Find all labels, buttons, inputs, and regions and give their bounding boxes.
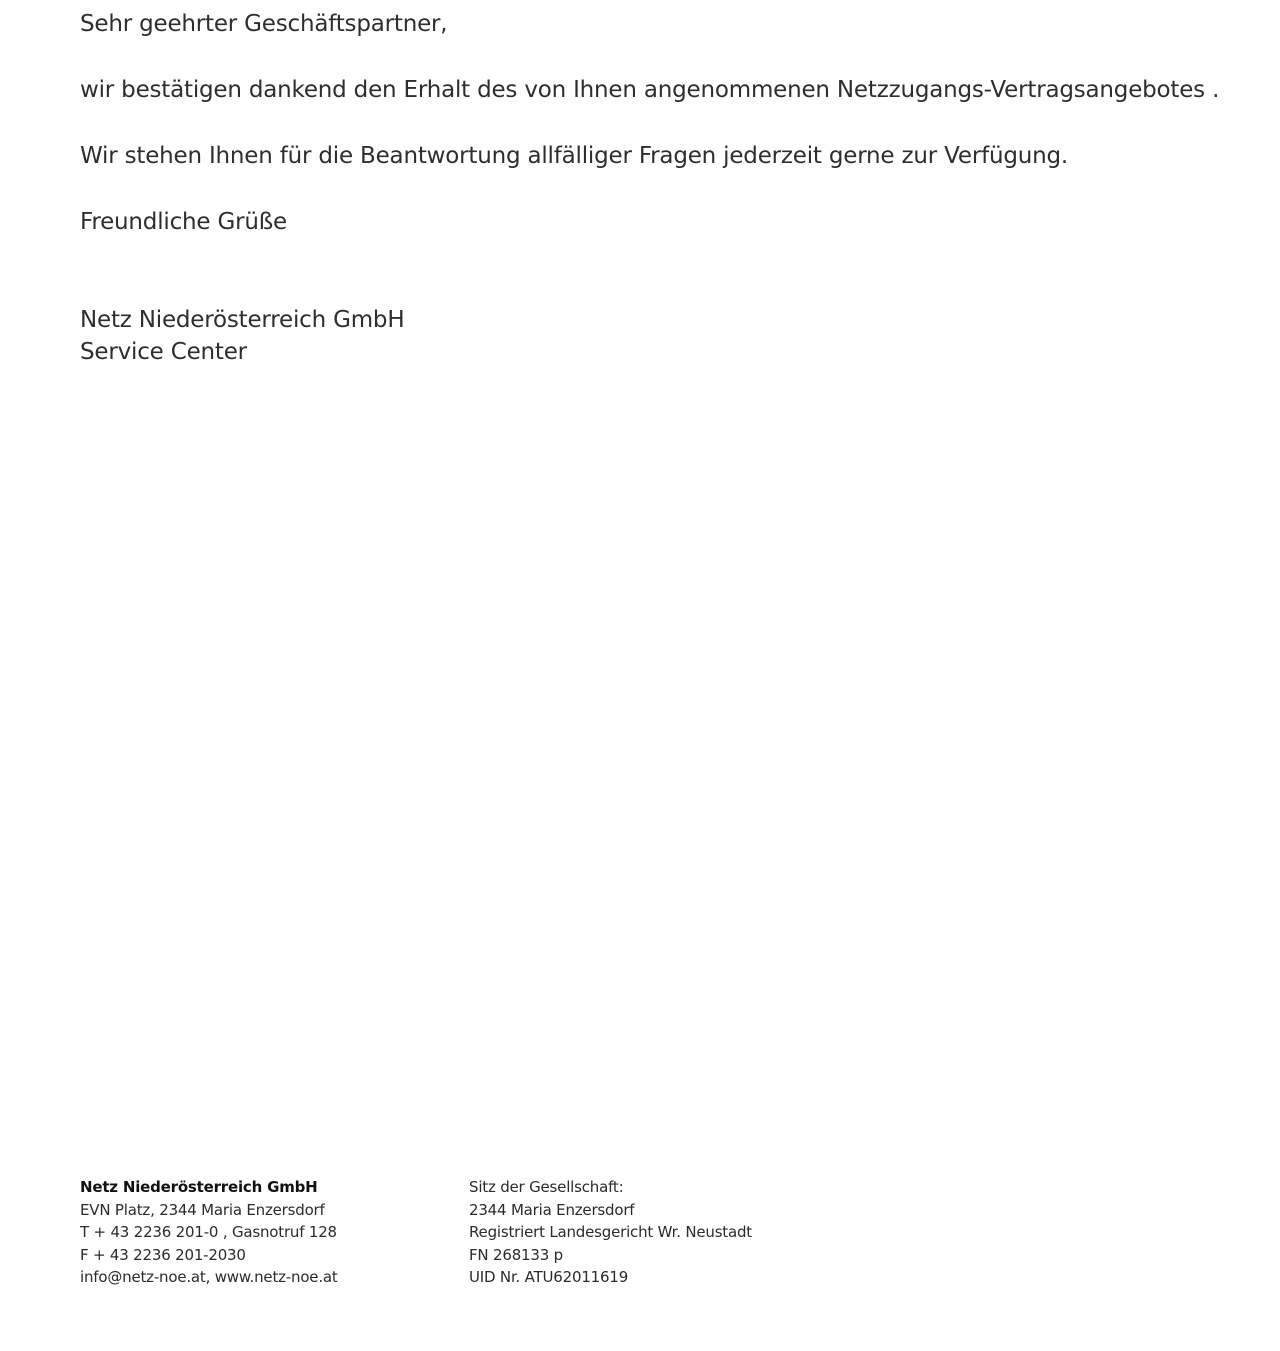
footer-court: Registriert Landesgericht Wr. Neustadt <box>469 1223 752 1242</box>
footer-address: EVN Platz, 2344 Maria Enzersdorf <box>80 1200 325 1219</box>
footer-seat-city: 2344 Maria Enzersdorf <box>469 1200 635 1219</box>
paragraph-questions: Wir stehen Ihnen für die Beantwortung allfälliger Fragen jederzeit gerne zur Verfügung. <box>80 143 1069 169</box>
footer-phone: T + 43 2236 201-0 , Gasnotruf 128 <box>80 1223 337 1242</box>
footer-seat-label: Sitz der Gesellschaft: <box>469 1178 624 1196</box>
footer-legal <box>469 1176 752 1289</box>
footer-fn: FN 268133 p <box>469 1245 563 1264</box>
footer-contact <box>80 1176 338 1289</box>
footer-email-web: info@netz-noe.at, www.netz-noe.at <box>80 1268 338 1287</box>
signature-company: Netz Niederösterreich GmbH <box>80 307 405 333</box>
footer-uid: UID Nr. ATU62011619 <box>469 1268 629 1287</box>
signature-department: Service Center <box>80 339 247 365</box>
paragraph-confirmation: wir bestätigen dankend den Erhalt des von Ihnen angenommenen Netzzugangs-Vertragsangebotes . <box>80 77 1220 103</box>
closing: Freundliche Grüße <box>80 209 287 235</box>
footer-company-name: Netz Niederösterreich GmbH <box>80 1178 318 1196</box>
footer-fax: F + 43 2236 201-2030 <box>80 1245 246 1264</box>
salutation: Sehr geehrter Geschäftspartner, <box>80 11 448 37</box>
